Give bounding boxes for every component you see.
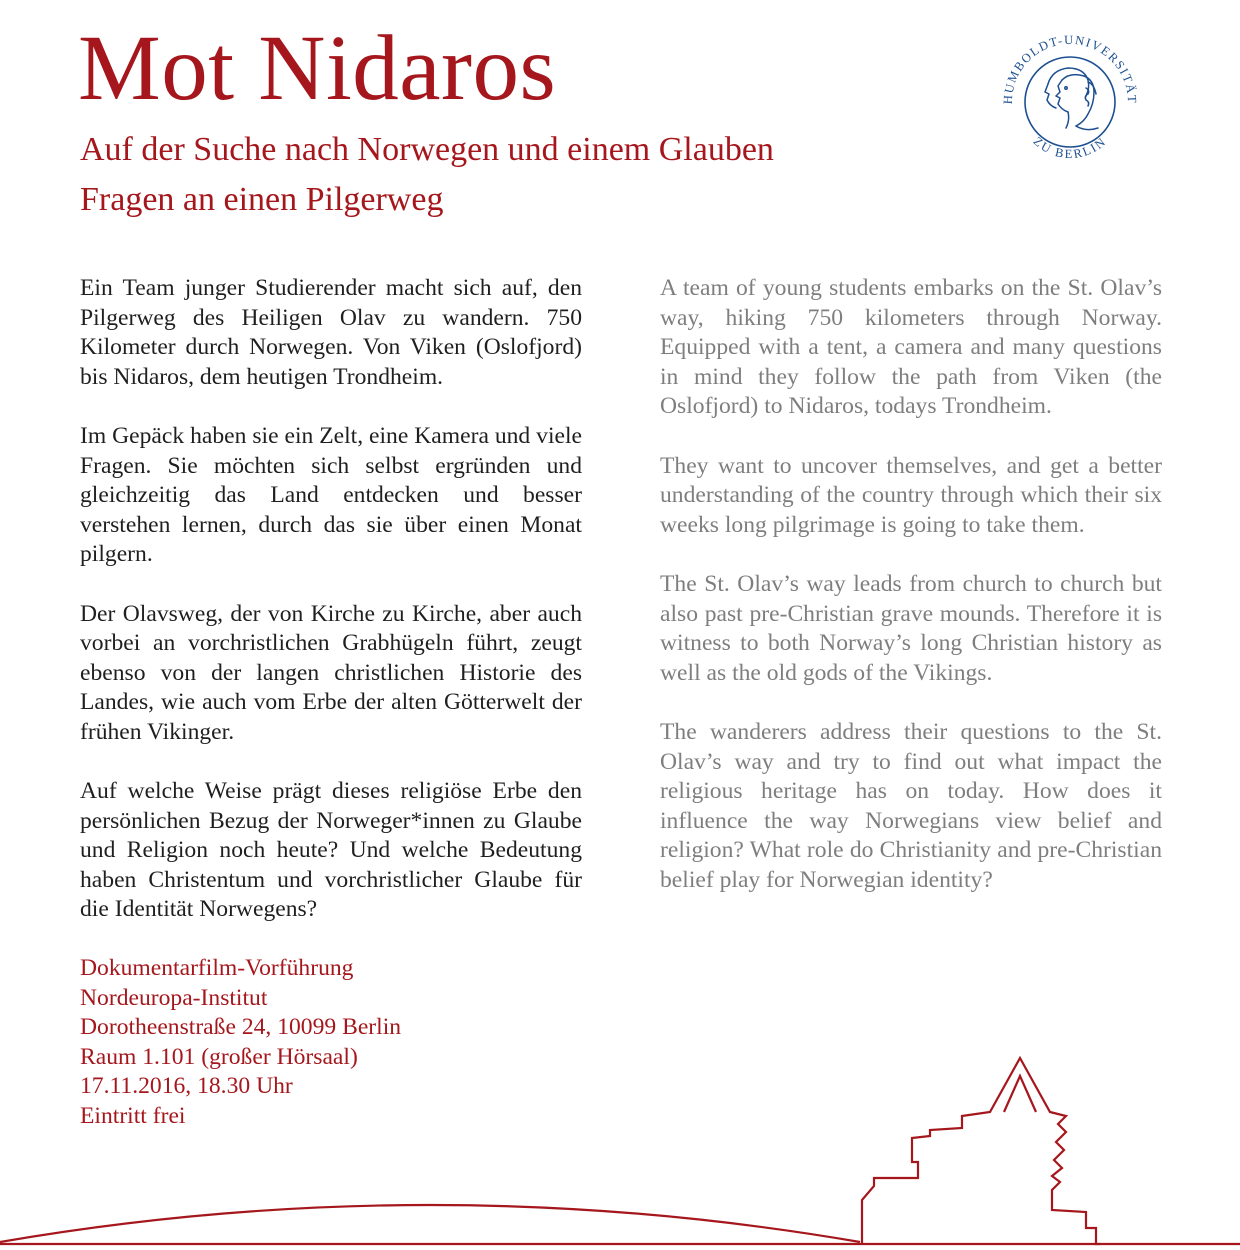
page-title: Mot Nidaros — [78, 17, 557, 120]
event-datetime: 17.11.2016, 18.30 Uhr — [80, 1073, 293, 1100]
english-paragraph-4: The wanderers address their questions to the St. Olav’s way and try to find out what impact the religious heritage has on today. How does it influence the way Norwegians view belief and religion? What role do Christianity and pre-Christian belief play for Norwegian identity? — [660, 718, 1162, 893]
german-text-column — [80, 274, 582, 955]
seal-ring-text-bottom: ZU BERLIN — [1030, 134, 1110, 162]
subtitle-line-1: Auf der Suche nach Norwegen und einem Glauben — [80, 131, 774, 168]
skyline-graphic — [0, 1050, 1240, 1246]
english-paragraph-3: The St. Olav’s way leads from church to church but also past pre-Christian grave mounds. Therefore it is witness to both Norway’s long Christian history as well as the old gods of the Vikings. — [660, 570, 1162, 686]
seal-ring-text-top: HUMBOLDT-UNIVERSITÄT — [1000, 32, 1140, 105]
event-admission: Eintritt frei — [80, 1102, 186, 1129]
subtitle-line-2: Fragen an einen Pilgerweg — [80, 181, 444, 218]
university-seal-icon — [990, 22, 1150, 182]
english-paragraph-2: They want to uncover themselves, and get a better understanding of the country through which their six weeks long pilgrimage is going to take them. — [660, 452, 1162, 538]
german-paragraph-4: Auf welche Weise prägt dieses religiöse Erbe den persönlichen Bezug der Norweger*innen zu Glaube und Religion noch heute? Und welche Bedeutung haben Christentum und vorchristlicher Glaube für die Identität Norwegens? — [80, 778, 582, 923]
event-address: Dorotheenstraße 24, 10099 Berlin — [80, 1014, 402, 1041]
german-paragraph-2: Im Gepäck haben sie ein Zelt, eine Kamera und viele Fragen. Sie möchten sich selbst ergründen und gleichzeitig das Land entdecken und besser verstehen lernen, durch das sie über einen Monat pilgern. — [80, 422, 582, 568]
english-paragraph-1: A team of young students embarks on the St. Olav’s way, hiking 750 kilometers through Norway. Equipped with a tent, a camera and many questions in mind they follow the path from Viken (the Oslofjord) to Nidaros, todays Trondheim. — [660, 275, 1162, 420]
event-room: Raum 1.101 (großer Hörsaal) — [80, 1043, 358, 1070]
cathedral-skyline-icon — [0, 1050, 1240, 1246]
event-type: Dokumentarfilm-Vorführung — [80, 955, 354, 981]
german-paragraph-1: Ein Team junger Studierender macht sich auf, den Pilgerweg des Heiligen Olav zu wandern. 750 Kilometer durch Norwegen. Von Viken (Oslofjord) bis Nidaros, dem heutigen Trondheim. — [80, 275, 582, 390]
event-venue: Nordeuropa-Institut — [80, 984, 268, 1011]
english-text-column — [660, 274, 1162, 925]
svg-text:ZU BERLIN — [1031, 134, 1110, 161]
german-paragraph-3: Der Olavsweg, der von Kirche zu Kirche, aber auch vorbei an vorchristlichen Grabhügeln führt, zeugt ebenso von der langen christlichen Historie des Landes, wie auch vom Erbe der alten Götterwelt der frühen Vikinger. — [80, 600, 582, 745]
seal-graphic — [990, 22, 1150, 182]
